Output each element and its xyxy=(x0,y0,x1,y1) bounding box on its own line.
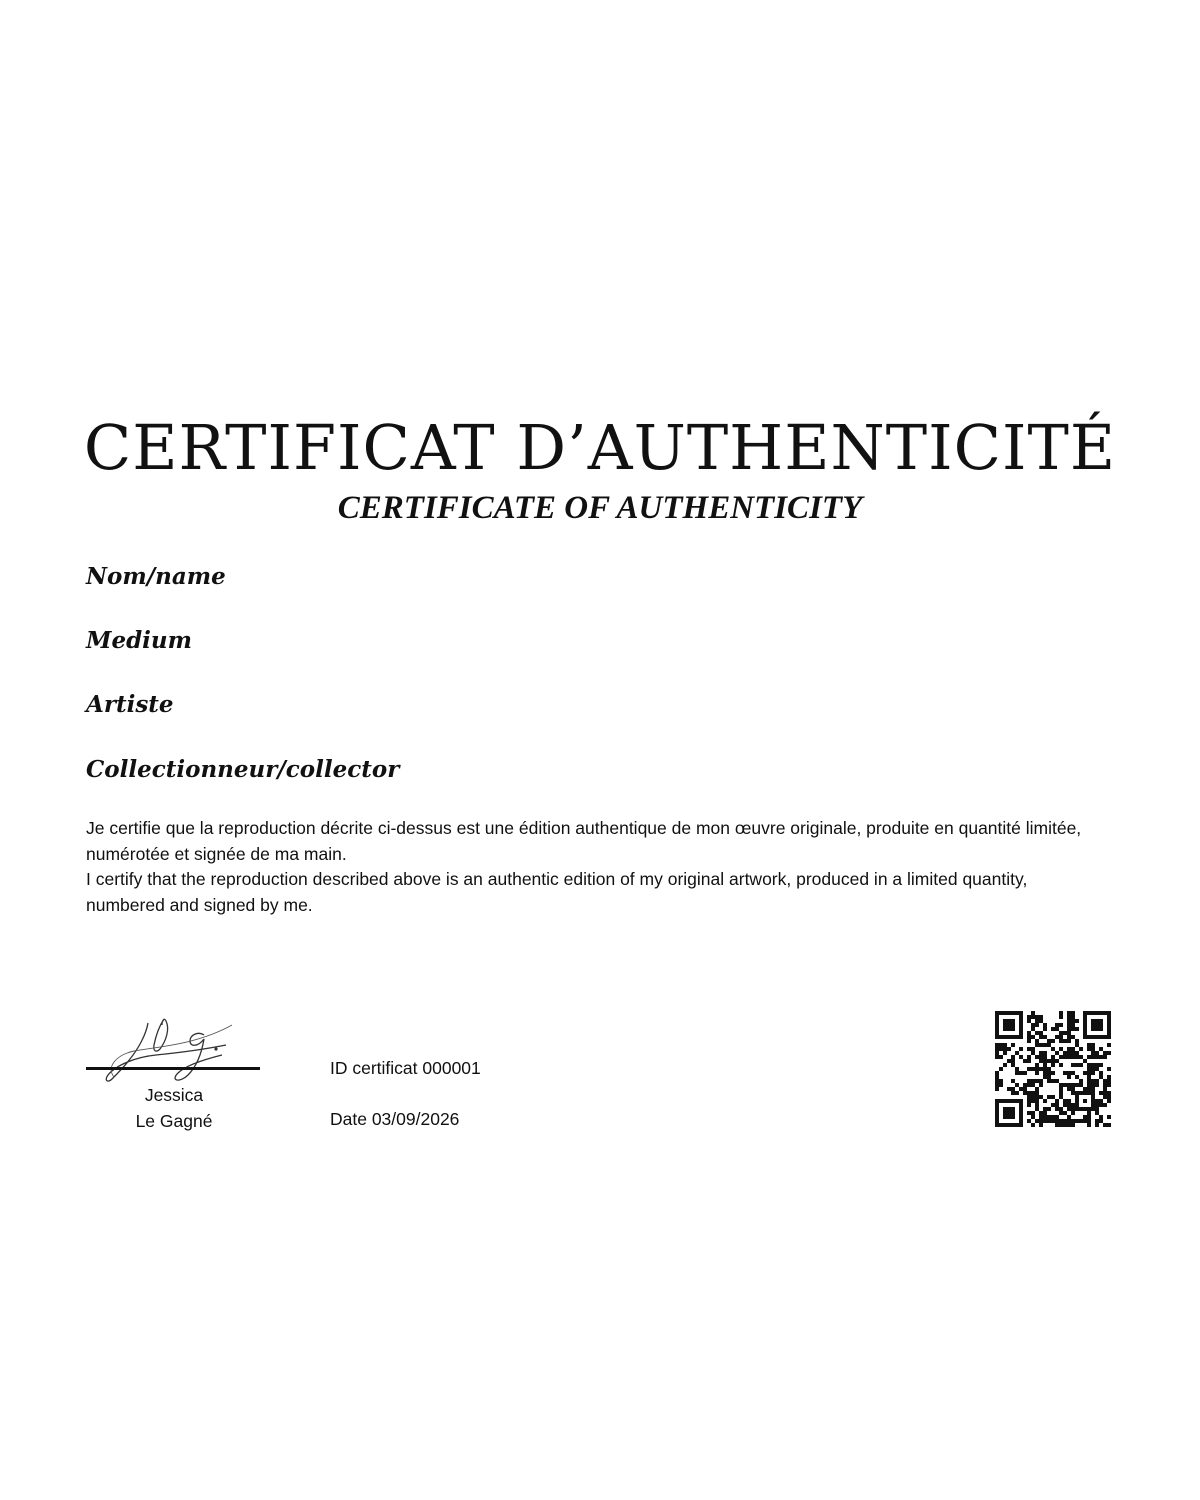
field-label-collector: Collectionneur/collector xyxy=(86,756,400,783)
field-label-artist: Artiste xyxy=(86,691,174,718)
certificate-subtitle: CERTIFICATE OF AUTHENTICITY xyxy=(337,490,863,526)
signatory-name xyxy=(86,1083,262,1134)
certificate-title: CERTIFICAT D’AUTHENTICITÉ xyxy=(83,411,1117,484)
qr-code-icon xyxy=(995,1011,1111,1127)
signatory-first-name: Jessica xyxy=(144,1085,204,1105)
authenticity-statement xyxy=(86,816,1106,918)
signature-line xyxy=(86,1067,260,1070)
statement-english: I certify that the reproduction described above is an authentic edition of my original artwork, produced in a limited quantity, numbered and signed by me. xyxy=(86,869,1028,915)
signatory-last-name: Le Gagné xyxy=(135,1110,213,1131)
certificate-id: ID certificat 000001 xyxy=(330,1058,481,1078)
certificate-date: Date 03/09/2026 xyxy=(330,1109,460,1129)
statement-french: Je certifie que la reproduction décrite ci-dessus est une édition authentique de mon œuvre originale, produite en quantité limitée, numérotée et signée de ma main. xyxy=(86,818,1082,864)
signature-block xyxy=(86,1015,262,1135)
field-label-medium: Medium xyxy=(86,627,192,654)
handwritten-signature xyxy=(86,1015,262,1085)
field-label-name: Nom/name xyxy=(86,563,226,590)
